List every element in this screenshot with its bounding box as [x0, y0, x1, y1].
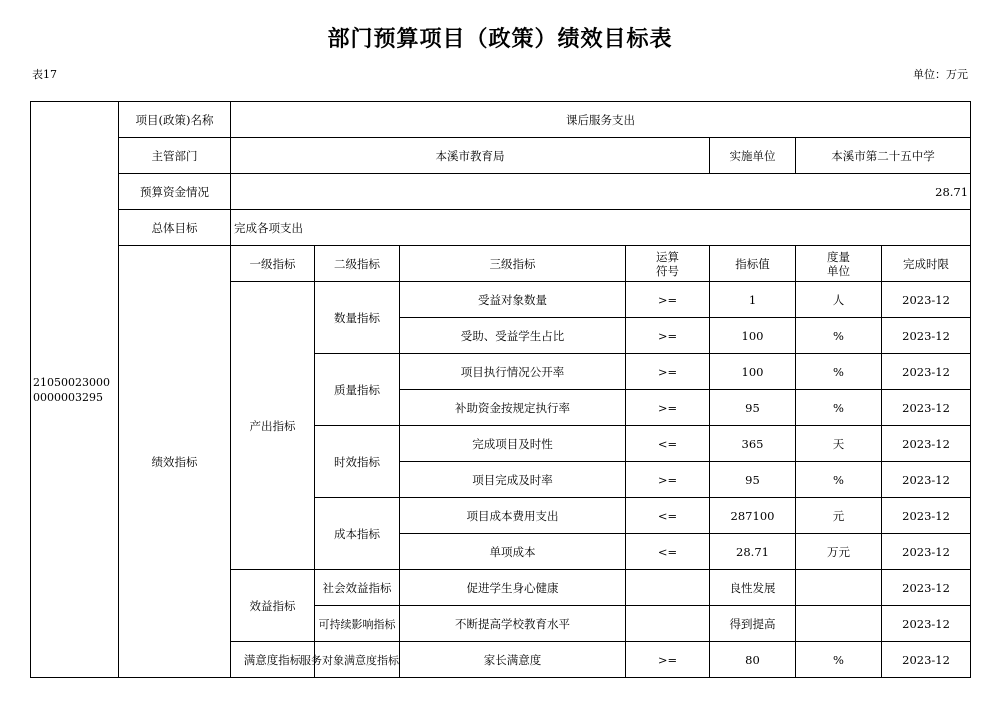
- indicator-name: 不断提高学校教育水平: [400, 606, 626, 642]
- indicator-unit: %: [796, 462, 882, 498]
- indicator-value: 得到提高: [710, 606, 796, 642]
- indicator-op: >=: [626, 390, 710, 426]
- group-sustain: 可持续影响指标: [315, 606, 400, 642]
- indicator-op: [626, 606, 710, 642]
- indicator-time: 2023-12: [882, 642, 971, 678]
- header-level2: 二级指标: [315, 246, 400, 282]
- indicator-op: <=: [626, 498, 710, 534]
- indicator-time: 2023-12: [882, 282, 971, 318]
- indicator-name: 单项成本: [400, 534, 626, 570]
- indicator-value: 95: [710, 462, 796, 498]
- indicator-value: 95: [710, 390, 796, 426]
- dept-value: 本溪市教育局: [231, 138, 710, 174]
- group-satisfaction: 满意度指标: [231, 642, 315, 678]
- indicator-name: 补助资金按规定执行率: [400, 390, 626, 426]
- table-row: [31, 174, 971, 210]
- impl-value: 本溪市第二十五中学: [796, 138, 971, 174]
- indicator-name: 项目执行情况公开率: [400, 354, 626, 390]
- indicator-time: 2023-12: [882, 462, 971, 498]
- indicator-unit: %: [796, 642, 882, 678]
- table-row: [31, 138, 971, 174]
- indicator-time: 2023-12: [882, 606, 971, 642]
- goal-label: 总体目标: [119, 210, 231, 246]
- indicator-value: 28.71: [710, 534, 796, 570]
- indicator-op: <=: [626, 426, 710, 462]
- indicator-time: 2023-12: [882, 390, 971, 426]
- header-level1: 一级指标: [231, 246, 315, 282]
- indicator-unit: %: [796, 390, 882, 426]
- header-unit: 度量单位: [796, 246, 882, 282]
- indicator-time: 2023-12: [882, 570, 971, 606]
- indicator-unit: [796, 606, 882, 642]
- indicator-name: 受益对象数量: [400, 282, 626, 318]
- table-number: 表17: [32, 68, 57, 81]
- table-row: [31, 246, 971, 282]
- dept-label: 主管部门: [119, 138, 231, 174]
- project-code: 210500230000000003295: [31, 102, 119, 678]
- indicator-op: >=: [626, 642, 710, 678]
- indicator-value: 287100: [710, 498, 796, 534]
- indicator-time: 2023-12: [882, 426, 971, 462]
- indicator-name: 家长满意度: [400, 642, 626, 678]
- group-cost: 成本指标: [315, 498, 400, 570]
- indicator-unit: [796, 570, 882, 606]
- group-service-satisfaction: 服务对象满意度指标: [315, 642, 400, 678]
- perf-label: 绩效指标: [119, 246, 231, 678]
- indicator-op: >=: [626, 462, 710, 498]
- indicator-time: 2023-12: [882, 318, 971, 354]
- indicator-value: 100: [710, 354, 796, 390]
- header-value: 指标值: [710, 246, 796, 282]
- unit-label: 单位：万元: [913, 68, 968, 81]
- indicator-value: 80: [710, 642, 796, 678]
- group-benefit: 效益指标: [231, 570, 315, 642]
- indicator-unit: 天: [796, 426, 882, 462]
- indicator-time: 2023-12: [882, 354, 971, 390]
- indicator-unit: 万元: [796, 534, 882, 570]
- impl-label: 实施单位: [710, 138, 796, 174]
- group-output: 产出指标: [231, 282, 315, 570]
- table-row: [31, 102, 971, 138]
- indicator-op: >=: [626, 282, 710, 318]
- indicator-name: 项目完成及时率: [400, 462, 626, 498]
- indicator-op: [626, 570, 710, 606]
- indicator-name: 受助、受益学生占比: [400, 318, 626, 354]
- indicator-name: 促进学生身心健康: [400, 570, 626, 606]
- indicator-unit: 元: [796, 498, 882, 534]
- indicator-value: 365: [710, 426, 796, 462]
- header-operator: 运算符号: [626, 246, 710, 282]
- group-social: 社会效益指标: [315, 570, 400, 606]
- group-quantity: 数量指标: [315, 282, 400, 354]
- indicator-name: 项目成本费用支出: [400, 498, 626, 534]
- indicator-time: 2023-12: [882, 534, 971, 570]
- indicator-value: 良性发展: [710, 570, 796, 606]
- indicator-unit: %: [796, 318, 882, 354]
- indicator-name: 完成项目及时性: [400, 426, 626, 462]
- budget-value: 28.71: [231, 174, 971, 210]
- header-time: 完成时限: [882, 246, 971, 282]
- indicator-op: >=: [626, 318, 710, 354]
- indicator-op: <=: [626, 534, 710, 570]
- group-timeliness: 时效指标: [315, 426, 400, 498]
- indicator-unit: %: [796, 354, 882, 390]
- project-name-value: 课后服务支出: [231, 102, 971, 138]
- indicator-op: >=: [626, 354, 710, 390]
- project-name-label: 项目(政策)名称: [119, 102, 231, 138]
- indicator-value: 100: [710, 318, 796, 354]
- indicator-time: 2023-12: [882, 498, 971, 534]
- table-row: [31, 210, 971, 246]
- budget-label: 预算资金情况: [119, 174, 231, 210]
- indicator-unit: 人: [796, 282, 882, 318]
- page-title: 部门预算项目（政策）绩效目标表: [327, 26, 673, 52]
- group-quality: 质量指标: [315, 354, 400, 426]
- goal-value: 完成各项支出: [231, 210, 971, 246]
- performance-table: [30, 101, 971, 678]
- header-level3: 三级指标: [400, 246, 626, 282]
- indicator-value: 1: [710, 282, 796, 318]
